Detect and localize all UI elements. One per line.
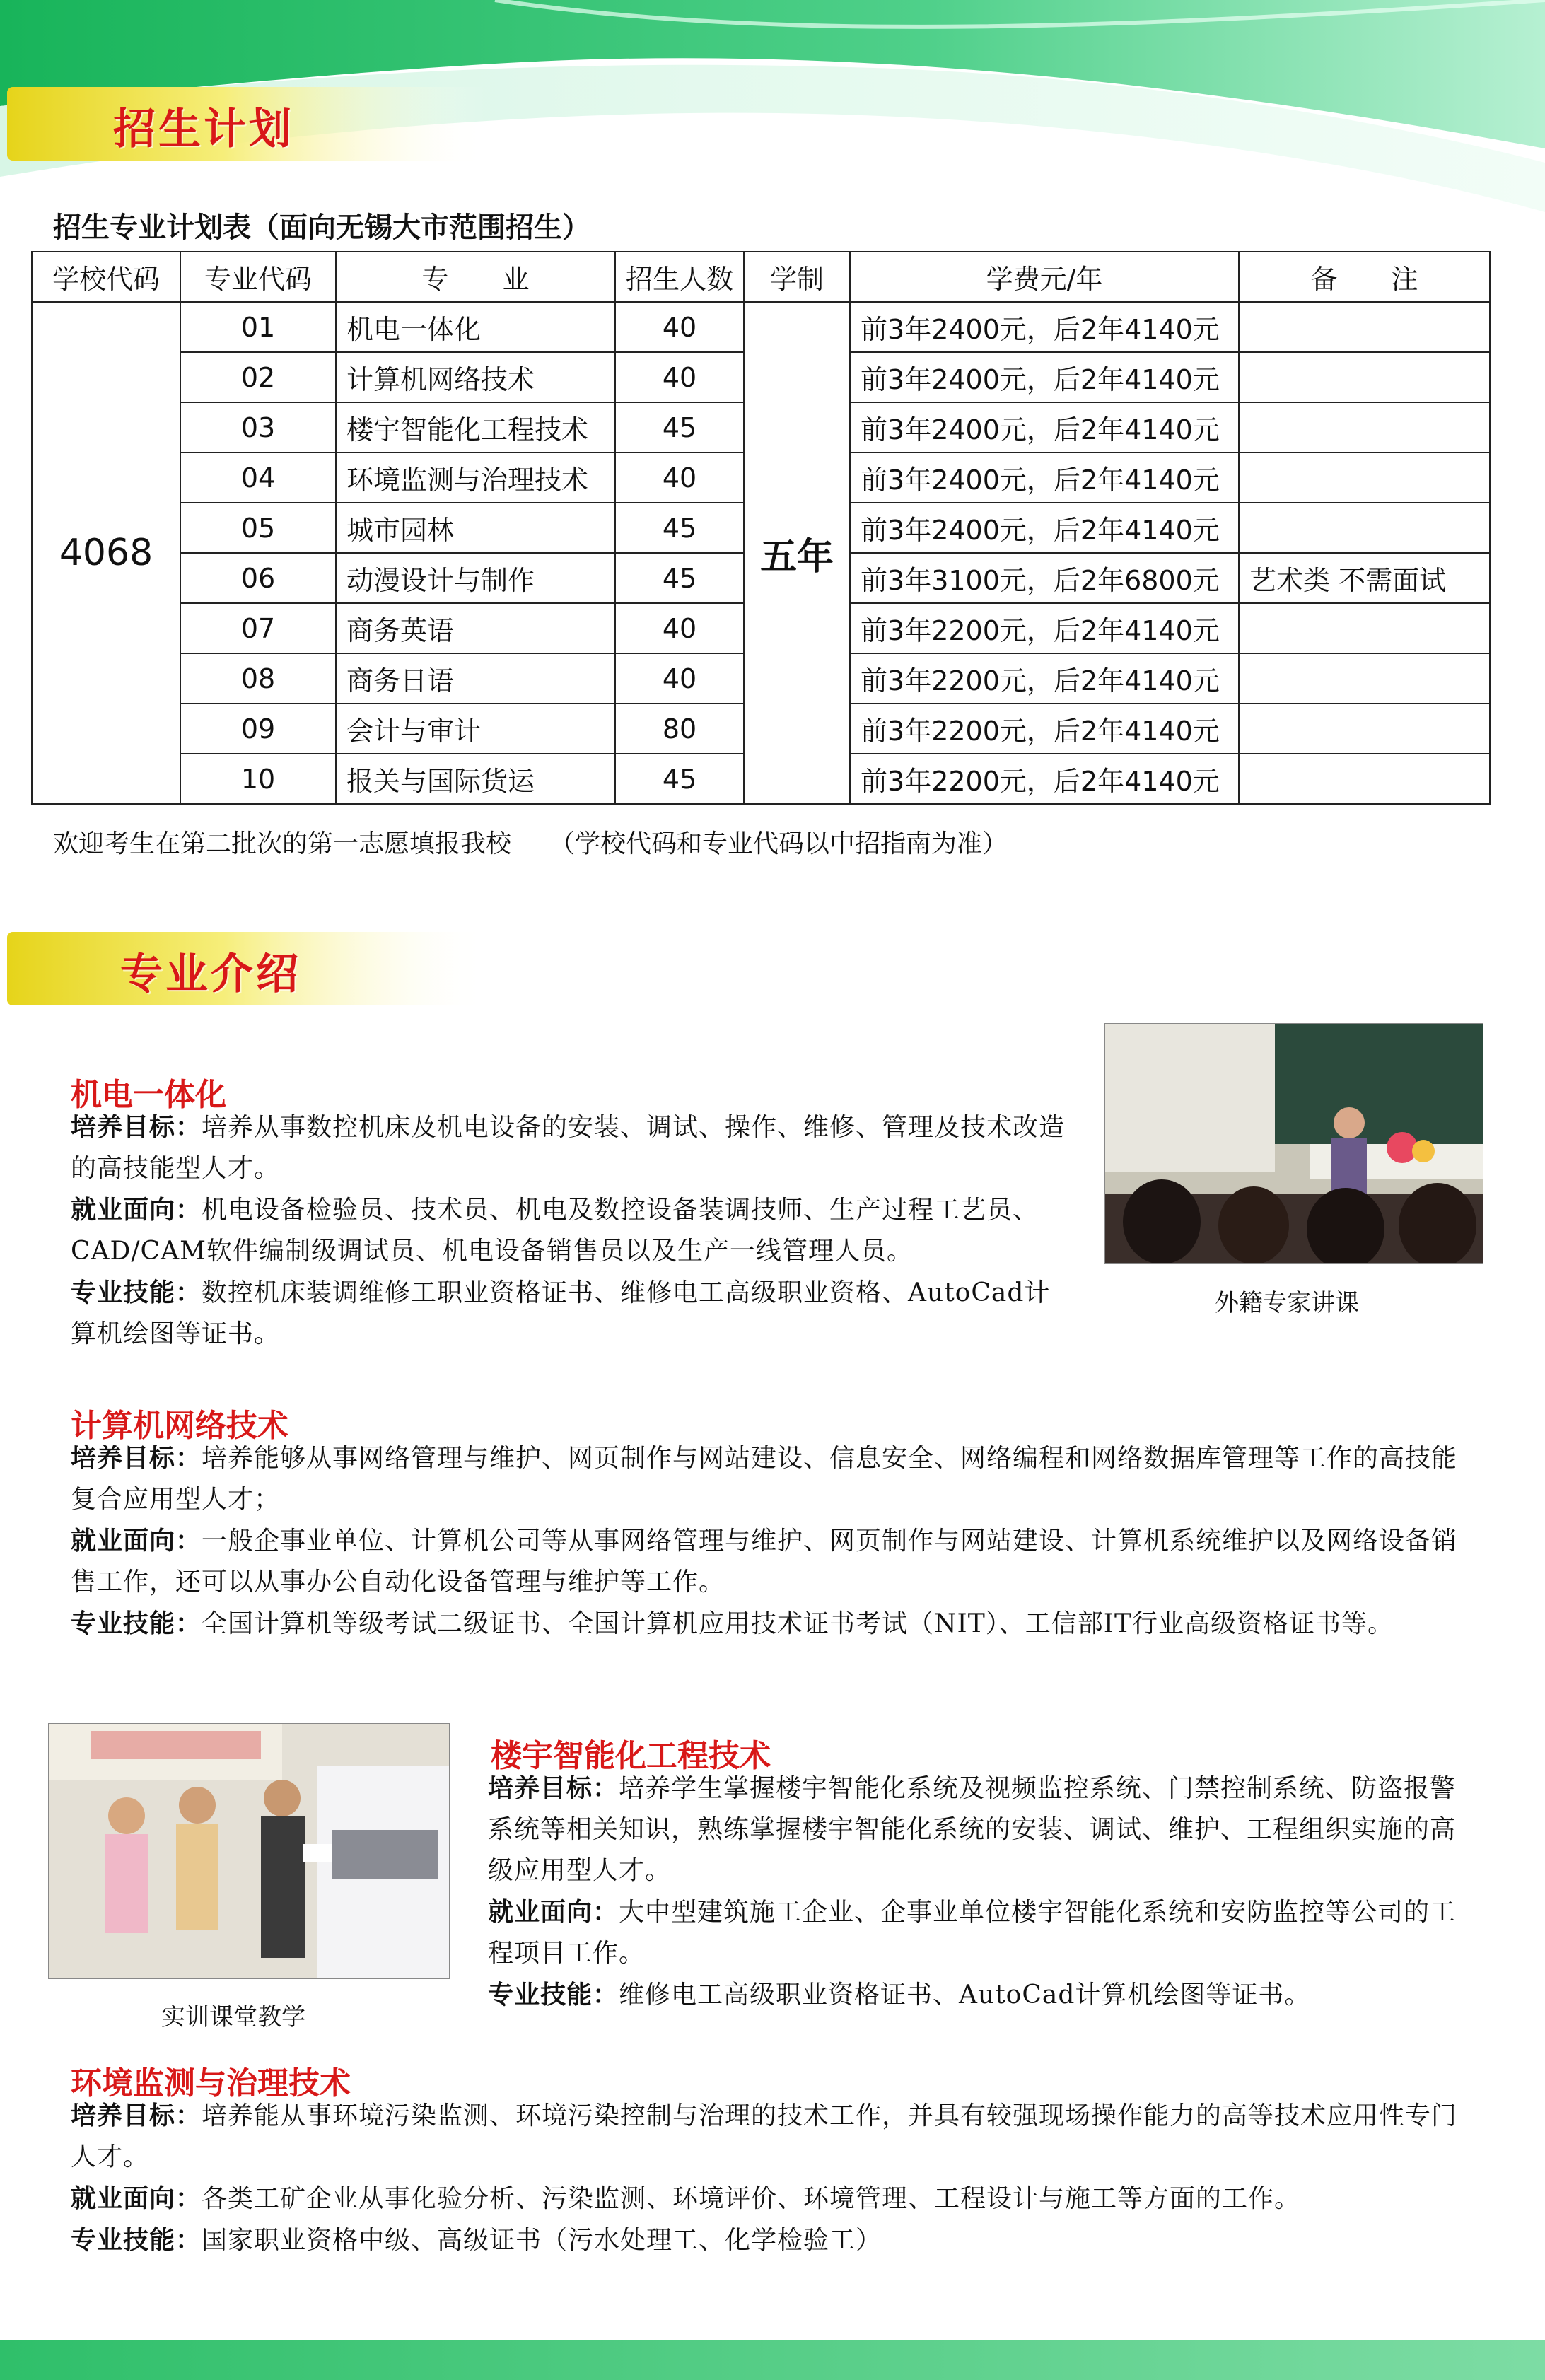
job-text: 各类工矿企业从事化验分析、污染监测、环境评价、环境管理、工程设计与施工等方面的工作。 [202,2184,1301,2213]
goal-text: 培养从事数控机床及机电设备的安装、调试、操作、维修、管理及技术改造的高技能型人才。 [71,1113,1066,1183]
skill-label: 专业技能： [71,1609,202,1638]
major-name-cell: 楼宇智能化工程技术 [336,402,615,453]
skill-label: 专业技能： [488,1980,619,2009]
fee-cell: 前3年2200元，后2年4140元 [850,704,1239,754]
plan-table-caption: 招生专业计划表（面向无锡大市范围招生） [53,211,590,244]
goal-line [71,1437,1464,1520]
major-description [488,1768,1464,2016]
major-name-cell: 会计与审计 [336,704,615,754]
skill-text: 全国计算机等级考试二级证书、全国计算机应用技术证书考试（NIT）、工信部IT行业高级资格证书等。 [202,1609,1394,1638]
lecture-photo [1104,1023,1483,1264]
fee-cell: 前3年2400元，后2年4140元 [850,352,1239,402]
plan-table-note: 欢迎考生在第二批次的第一志愿填报我校 （学校代码和专业代码以中招指南为准） [53,829,1008,858]
goal-text: 培养能够从事网络管理与维护、网页制作与网站建设、信息安全、网络编程和网络数据库管理等工作的高技能复合应用型人才； [71,1444,1458,1514]
enroll-count-cell: 40 [615,603,744,653]
goal-label: 培养目标： [488,1773,619,1803]
job-text: 一般企事业单位、计算机公司等从事网络管理与维护、网页制作与网站建设、计算机系统维护以及网络设备销售工作，还可以从事办公自动化设备管理与维护等工作。 [71,1527,1458,1597]
goal-label: 培养目标： [71,1443,202,1473]
job-label: 就业面向： [488,1897,619,1927]
skill-label: 专业技能： [71,2225,202,2255]
enroll-count-cell: 40 [615,653,744,704]
skill-text: 数控机床装调维修工职业资格证书、维修电工高级职业资格、AutoCad计算机绘图等证书。 [71,1278,1051,1348]
remark-cell [1239,704,1490,754]
school-code-cell: 4068 [32,302,180,804]
major-title: 环境监测与治理技术 [71,2065,351,2101]
major-code-cell: 02 [180,352,336,402]
major-name-cell: 商务英语 [336,603,615,653]
fee-cell: 前3年2400元，后2年4140元 [850,453,1239,503]
fee-cell: 前3年2400元，后2年4140元 [850,503,1239,553]
major-code-cell: 10 [180,754,336,804]
major-description [71,1107,1075,1355]
enroll-count-cell: 45 [615,553,744,603]
job-label: 就业面向： [71,1195,202,1225]
intro-section-title: 专业介绍 [120,950,301,999]
fee-cell: 前3年2200元，后2年4140元 [850,603,1239,653]
lecture-illustration [1105,1024,1483,1263]
training-photo-caption: 实训课堂教学 [161,2003,305,2031]
major-title: 计算机网络技术 [71,1408,288,1444]
enroll-count-cell: 80 [615,704,744,754]
major-name-cell: 机电一体化 [336,302,615,352]
major-code-cell: 04 [180,453,336,503]
remark-cell [1239,402,1490,453]
enroll-count-cell: 40 [615,352,744,402]
major-title: 楼宇智能化工程技术 [491,1738,771,1774]
training-illustration [49,1724,449,1978]
major-code-cell: 01 [180,302,336,352]
remark-cell [1239,754,1490,804]
remark-cell [1239,503,1490,553]
enroll-count-cell: 45 [615,754,744,804]
header-major-code: 专业代码 [180,252,336,302]
training-photo [48,1723,450,1979]
remark-cell [1239,603,1490,653]
table-row [32,302,1490,352]
fee-cell: 前3年2200元，后2年4140元 [850,653,1239,704]
major-code-cell: 09 [180,704,336,754]
lecture-photo-caption: 外籍专家讲课 [1215,1289,1359,1317]
major-name-cell: 报关与国际货运 [336,754,615,804]
goal-line [71,2095,1464,2178]
major-name-cell: 动漫设计与制作 [336,553,615,603]
goal-line [488,1768,1464,1891]
header-enroll: 招生人数 [615,252,744,302]
bottom-band-decoration [0,2340,1545,2380]
major-title: 机电一体化 [71,1077,226,1113]
skill-text: 国家职业资格中级、高级证书（污水处理工、化学检验工） [202,2226,882,2255]
table-header-row [32,252,1490,302]
major-description [71,1437,1464,1645]
enroll-count-cell: 45 [615,402,744,453]
skill-line [71,1603,1464,1645]
fee-cell: 前3年2200元，后2年4140元 [850,754,1239,804]
major-code-cell: 07 [180,603,336,653]
major-name-cell: 计算机网络技术 [336,352,615,402]
major-name-cell: 环境监测与治理技术 [336,453,615,503]
plan-section-banner [7,81,488,166]
goal-label: 培养目标： [71,1112,202,1142]
skill-label: 专业技能： [71,1278,202,1307]
job-line [488,1891,1464,1974]
major-code-cell: 03 [180,402,336,453]
enrollment-plan-table [31,251,1491,805]
enroll-count-cell: 45 [615,503,744,553]
job-line [71,2178,1464,2219]
remark-cell: 艺术类 不需面试 [1239,553,1490,603]
goal-line [71,1107,1075,1189]
plan-section-title: 招生计划 [113,105,294,154]
job-label: 就业面向： [71,1526,202,1556]
skill-line [71,1272,1075,1355]
header-school-code: 学校代码 [32,252,180,302]
major-description [71,2095,1464,2261]
skill-text: 维修电工高级职业资格证书、AutoCad计算机绘图等证书。 [619,1981,1311,2009]
major-code-cell: 08 [180,653,336,704]
header-fee: 学费元/年 [850,252,1239,302]
goal-text: 培养能从事环境污染监测、环境污染控制与治理的技术工作，并具有较强现场操作能力的高等技术应用性专门人才。 [71,2101,1458,2171]
job-line [71,1520,1464,1603]
header-remark: 备 注 [1239,252,1490,302]
job-line [71,1189,1075,1272]
fee-cell: 前3年2400元，后2年4140元 [850,302,1239,352]
goal-label: 培养目标： [71,2101,202,2130]
enroll-count-cell: 40 [615,453,744,503]
intro-section-banner [7,926,488,1011]
job-text: 大中型建筑施工企业、企事业单位楼宇智能化系统和安防监控等公司的工程项目工作。 [488,1898,1457,1968]
major-name-cell: 城市园林 [336,503,615,553]
job-text: 机电设备检验员、技术员、机电及数控设备装调技师、生产过程工艺员、CAD/CAM软件编制级调试员、机电设备销售员以及生产一线管理人员。 [71,1196,1039,1266]
fee-cell: 前3年3100元，后2年6800元 [850,553,1239,603]
remark-cell [1239,302,1490,352]
major-name-cell: 商务日语 [336,653,615,704]
remark-cell [1239,352,1490,402]
job-label: 就业面向： [71,2183,202,2213]
remark-cell [1239,453,1490,503]
skill-line [71,2219,1464,2261]
header-duration: 学制 [744,252,850,302]
major-code-cell: 05 [180,503,336,553]
enroll-count-cell: 40 [615,302,744,352]
skill-line [488,1974,1464,2016]
header-major: 专 业 [336,252,615,302]
fee-cell: 前3年2400元，后2年4140元 [850,402,1239,453]
major-code-cell: 06 [180,553,336,603]
goal-text: 培养学生掌握楼宇智能化系统及视频监控系统、门禁控制系统、防盗报警系统等相关知识，熟练掌握楼宇智能化系统的安装、调试、维护、工程组织实施的高级应用型人才。 [488,1774,1457,1885]
duration-cell: 五年 [744,302,850,804]
remark-cell [1239,653,1490,704]
